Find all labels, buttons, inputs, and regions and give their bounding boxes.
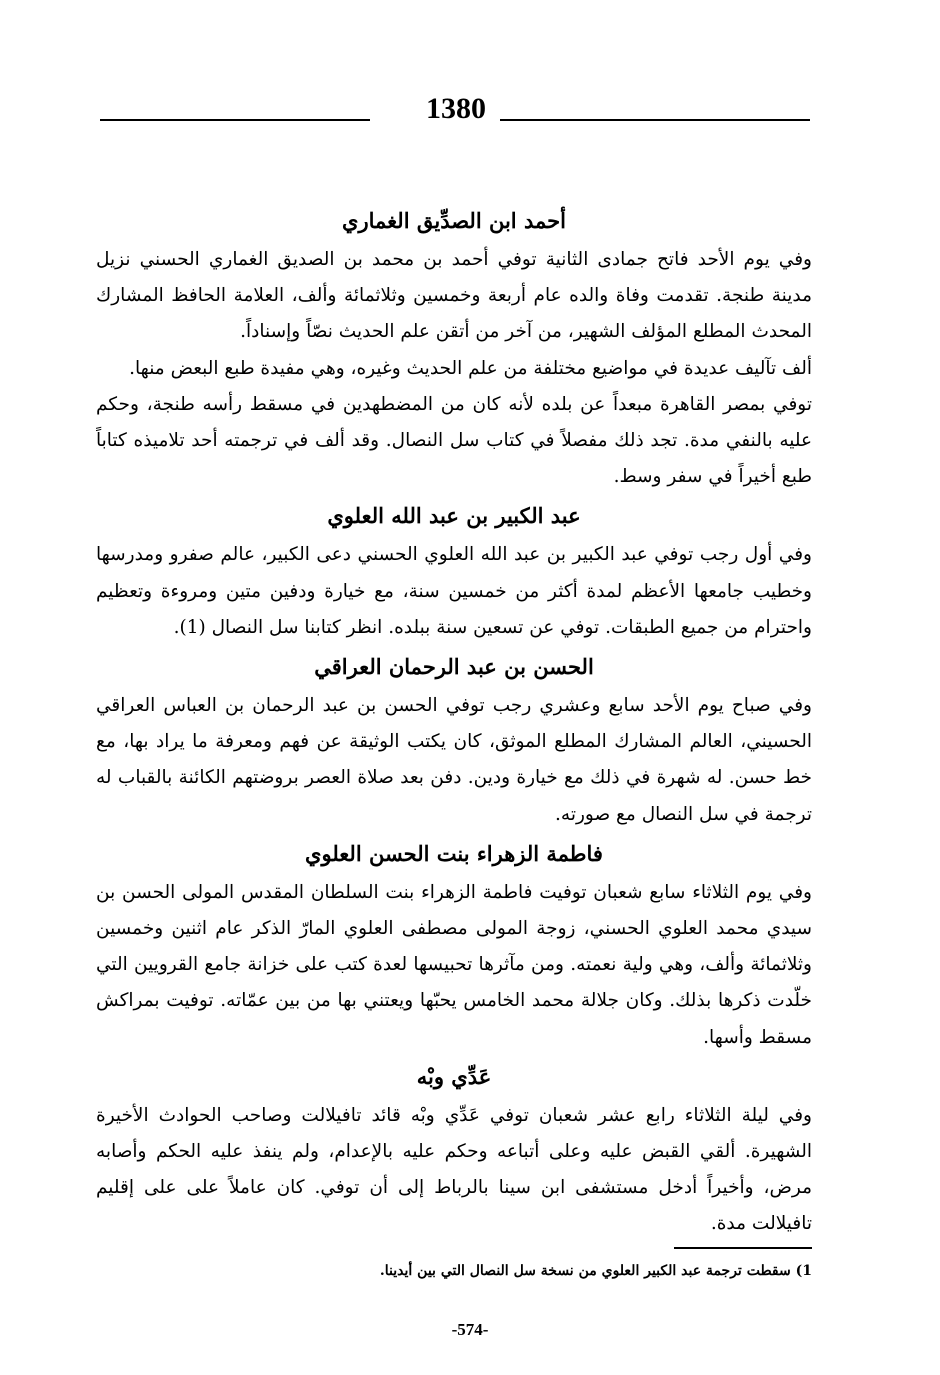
- footnote-rule: [674, 1247, 812, 1249]
- paragraph: وفي يوم الأحد فاتح جمادى الثانية توفي أحمد بن محمد بن الصديق الغماري الحسني نزيل مدينة طنجة. تقدمت وفاة والده عام أربعة وخمسين وثلاثمائة وألف، العلامة الحافظ المشارك المحدث المطلع المؤلف الشهير، من آخر من أتقن علم الحديث نصّاً وإسناداً.: [96, 249, 812, 343]
- page-header: [100, 92, 810, 136]
- section-heading: عَدِّي وبْه: [416, 1063, 492, 1089]
- section-heading: عبد الكبير بن عبد الله العلوي: [327, 503, 581, 529]
- section-heading: فاطمة الزهراء بنت الحسن العلوي: [305, 840, 603, 866]
- page-body: [96, 200, 812, 1243]
- paragraph: ألف تآليف عديدة في مواضيع مختلفة من علم الحديث وغيره، وهي مفيدة طبع البعض منها.: [129, 357, 812, 379]
- header-rule-left: [100, 119, 370, 121]
- paragraph: توفي بمصر القاهرة مبعداً عن بلده لأنه كان من المضطهدين في مسقط رأسه طنجة، وحكم عليه بالنفي مدة. تجد ذلك مفصلاً في كتاب سل النصال. وقد ألف في ترجمته أحد تلاميذه كتاباً طبع أخيراً في سفر وسط.: [96, 393, 812, 488]
- footnote: 1) سقطت ترجمة عبد الكبير العلوي من نسخة سل النصال التي بين أيدينا.: [379, 1263, 812, 1279]
- section-heading: أحمد ابن الصدِّيق الغماري: [342, 208, 566, 233]
- paragraph: وفي ليلة الثلاثاء رابع عشر شعبان توفي عَدِّي وبْه قائد تافيلالت وصاحب الحوادث الأخيرة الشهيرة. ألقي القبض عليه وعلى أتباعه وحكم عليه بالإعدام، ولم ينفذ عليه الحكم وأصابه مرض، وأخيراً أدخل مستشفى ابن سينا بالرباط إلى أن توفي. كان عاملاً على على إقليم تافيلالت مدة.: [96, 1104, 812, 1235]
- paragraph: وفي صباح يوم الأحد سابع وعشري رجب توفي الحسن بن عبد الرحمان بن العباس العراقي الحسيني، العالم المشارك المطلع الموثق، كان يكتب الوثيقة عن فهم ومعرفة ما يراد بها، مع خط حسن. له شهرة في ذلك مع خيارة ودين. دفن بعد صلاة العصر بروضتهم الكائنة بالقباب له ترجمة في سل النصال مع صورته.: [96, 695, 812, 825]
- folio-number: -574-: [451, 1320, 489, 1339]
- page-number: 1380: [426, 92, 486, 125]
- section-heading: الحسن بن عبد الرحمان العراقي: [314, 654, 594, 680]
- header-rule-right: [500, 119, 810, 121]
- paragraph: وفي يوم الثلاثاء سابع شعبان توفيت فاطمة الزهراء بنت السلطان المقدس المولى الحسن بن سيدي محمد العلوي الحسني، زوجة المولى مصطفى العلوي المارّ الذكر عام اثنين وخمسين وثلاثمائة وألف، وهي ولية نعمته. ومن مآثرها تحبيسها لعدة كتب على خزانة جامع القرويين التي خلّدت ذكرها بذلك. وكان جلالة محمد الخامس يحبّها ويعتني بها من بين عمّاته. توفيت بمراكش مسقط وأسها.: [96, 881, 812, 1048]
- paragraph: وفي أول رجب توفي عبد الكبير بن عبد الله العلوي الحسني دعى الكبير، عالم صفرو ومدرسها وخطيب جامعها الأعظم لمدة أكثر من خمسين سنة، مع خيارة ودفين متين ومروءة وتعظيم واحترام من جميع الطبقات. توفي عن تسعين سنة ببلده. انظر كتابنا سل النصال (1).: [96, 544, 812, 638]
